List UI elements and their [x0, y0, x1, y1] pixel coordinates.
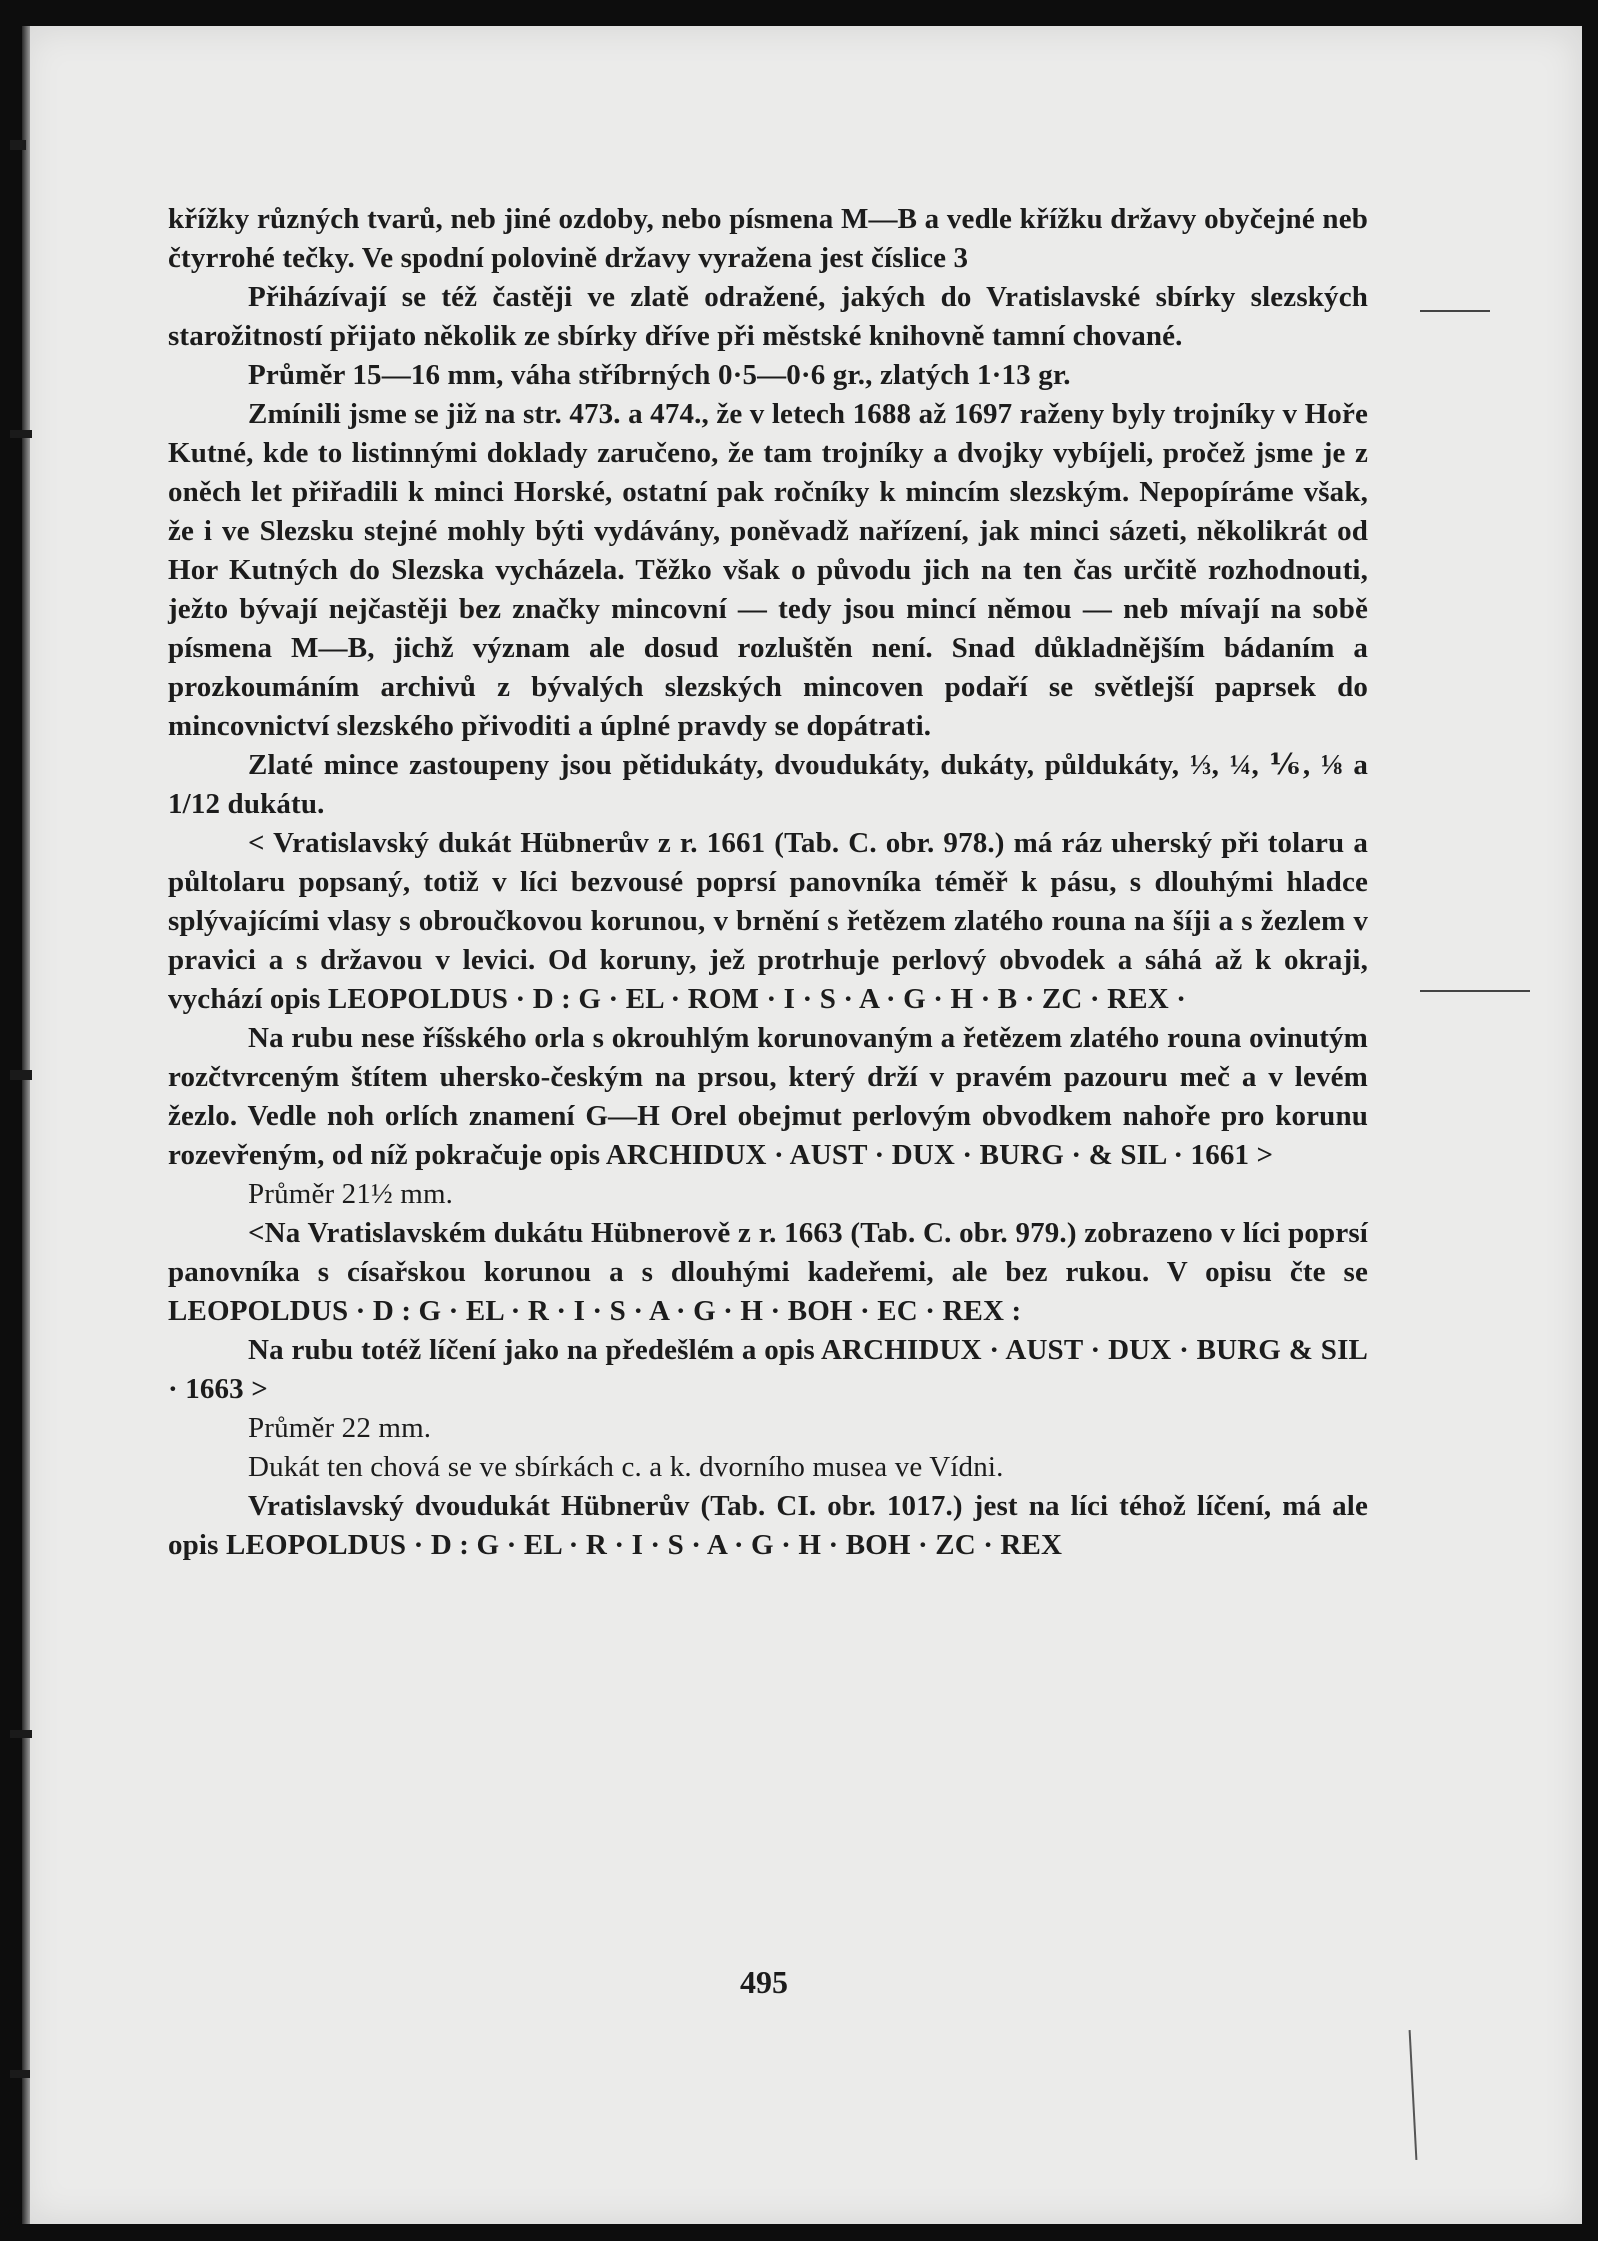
body-text: [168, 200, 1368, 1565]
paragraph: Na rubu totéž líčení jako na předešlém a opis ARCHIDUX · AUST · DUX · BURG & SIL · 1663 >: [168, 1334, 1368, 1405]
paragraph: Vratislavský dvoudukát Hübnerův (Tab. CI. obr. 1017.) jest na líci téhož líčení, má ale opis LEOPOLDUS · D : G · EL · R · I · S · A · G · H · BOH · ZC · REX: [168, 1490, 1368, 1561]
margin-mark: [10, 1070, 32, 1080]
paragraph: Přiházívají se též častěji ve zlatě odražené, jakých do Vratislavské sbírky slezských starožitností přijato několik ze sbírky dříve při městské knihovně tamní chované.: [168, 281, 1368, 352]
paragraph: Na rubu nese říšského orla s okrouhlým korunovaným a řetězem zlatého rouna ovinutým rozčtvrceným štítem uhersko-českým na prsou, který drží v pravém pazouru meč a v levém žezlo. Vedle noh orlích znamení G—H Orel obejmut perlovým obvodkem nahoře pro korunu rozevřeným, od níž pokračuje opis ARCHIDUX · AUST · DUX · BURG · & SIL · 1661 >: [168, 1022, 1368, 1171]
page-number: 495: [740, 1964, 788, 2000]
margin-mark: [10, 430, 32, 438]
paragraph: Dukát ten chová se ve sbírkách c. a k. dvorního musea ve Vídni.: [248, 1451, 1004, 1483]
paragraph: Zmínili jsme se již na str. 473. a 474., že v letech 1688 až 1697 raženy byly trojníky v Hoře Kutné, kde to listinnými doklady zaručeno, že tam trojníky a dvojky vybíjeli, pročež jsme je z oněch let přiřadili k minci Horské, ostatní pak ročníky k mincím slezským. Nepopíráme však, že i ve Slezsku stejné mohly býti vydávány, poněvadž nařízení, jak minci sázeti, několikrát od Hor Kutných do Slezska vycházela. Těžko však o původu jich na ten čas určitě rozhodnouti, ježto bývají nejčastěji bez značky mincovní — tedy jsou mincí němou — neb mívají na sobě písmena M—B, jichž význam ale dosud rozluštěn není. Snad důkladnějším bádaním a prozkoumáním archivů z bývalých slezských mincoven podaří se světlejší paprsek do mincovnictví slezského přivoditi a úplné pravdy se dopátrati.: [168, 398, 1368, 742]
paragraph: křížky různých tvarů, neb jiné ozdoby, nebo písmena M—B a vedle křížku državy obyčejné neb čtyrrohé tečky. Ve spodní polovině državy vyražena jest číslice 3: [168, 203, 1368, 274]
margin-mark: [10, 1730, 32, 1738]
margin-mark: [10, 140, 26, 150]
paragraph: <Na Vratislavském dukátu Hübnerově z r. 1663 (Tab. C. obr. 979.) zobrazeno v líci poprsí panovníka s císařskou korunou a s dlouhými kadeřemi, ale bez rukou. V opisu čte se LEOPOLDUS · D : G · EL · R · I · S · A · G · H · BOH · EC · REX :: [168, 1217, 1368, 1327]
paragraph: Průměr 21½ mm.: [248, 1178, 454, 1210]
paragraph: Průměr 22 mm.: [248, 1412, 432, 1444]
paragraph: Zlaté mince zastoupeny jsou pětidukáty, dvoudukáty, dukáty, půldukáty, ⅓, ¼, ⅙, ⅛ a 1/12 dukátu.: [168, 749, 1368, 820]
margin-rule: [1420, 990, 1530, 992]
paragraph: Průměr 15—16 mm, váha stříbrných 0·5—0·6 gr., zlatých 1·13 gr.: [248, 359, 1071, 391]
margin-mark: [10, 2070, 30, 2078]
margin-rule: [1420, 310, 1490, 312]
paragraph: < Vratislavský dukát Hübnerův z r. 1661 (Tab. C. obr. 978.) má ráz uherský při tolaru a půltolaru popsaný, totiž v líci bezvousé poprsí panovníka téměř k pásu, s dlouhými hladce splývajícími vlasy s obroučkovou korunou, v brnění s řetězem zlatého rouna na šíji a s žezlem v pravici a s državou v levici. Od koruny, jež protrhuje perlový obvodek a sáhá až k okraji, vychází opis LEOPOLDUS · D : G · EL · ROM · I · S · A · G · H · B · ZC · REX ·: [168, 827, 1368, 1015]
binding-edge: [22, 26, 30, 2224]
